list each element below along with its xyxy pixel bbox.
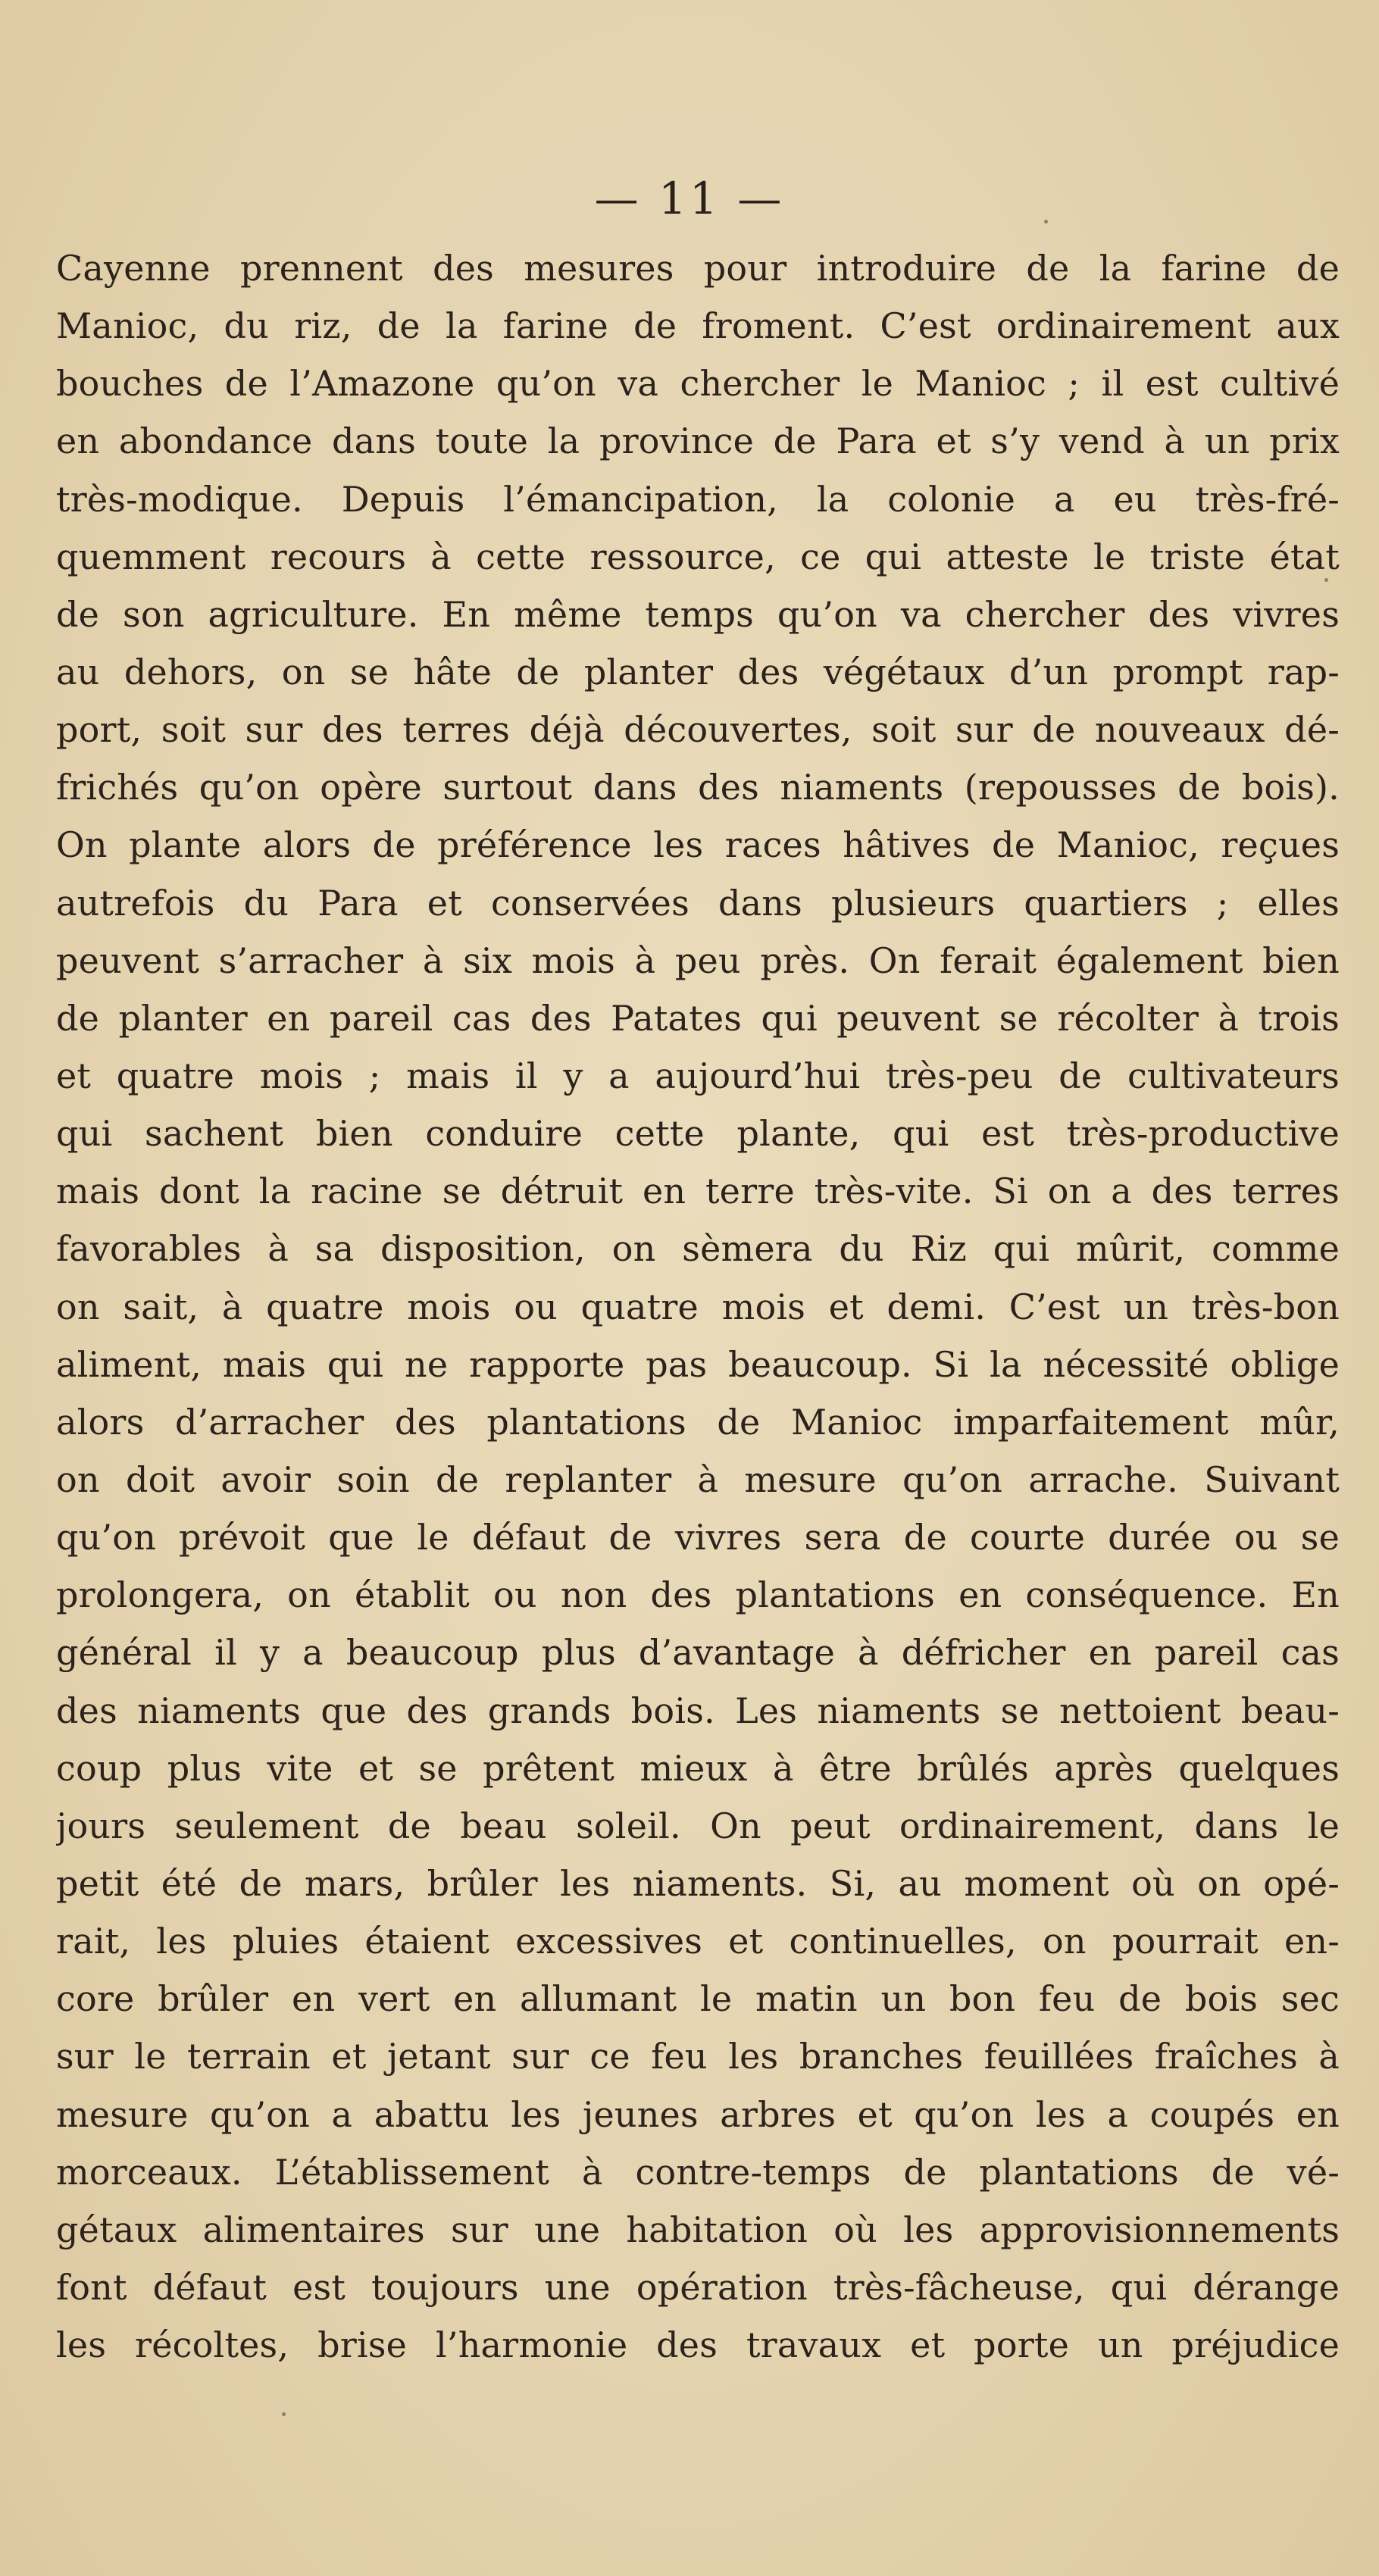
- text-line: de son agriculture. En même temps qu’on va chercher des vivres: [56, 593, 1340, 635]
- text-line: quemment recours à cette ressource, ce qui atteste le triste état: [56, 536, 1340, 577]
- page-number: — 11 —: [594, 173, 785, 224]
- text-line: au dehors, on se hâte de planter des végétaux d’un prompt rap-: [56, 651, 1340, 692]
- text-line: qu’on prévoit que le défaut de vivres sera de courte durée ou se: [56, 1517, 1340, 1558]
- text-line: port, soit sur des terres déjà découvertes, soit sur de nouveaux dé-: [56, 709, 1340, 751]
- text-line: font défaut est toujours une opération très-fâcheuse, qui dérange: [56, 2266, 1340, 2308]
- text-line: Cayenne prennent des mesures pour introduire de la farine de: [56, 248, 1340, 289]
- text-line: core brûler en vert en allumant le matin un bon feu de bois sec: [56, 1978, 1340, 2020]
- text-line: Manioc, du riz, de la farine de froment. C’est ordinairement aux: [56, 305, 1340, 347]
- paper-speck: [282, 2412, 286, 2416]
- text-line: frichés qu’on opère surtout dans des niaments (repousses de bois).: [56, 767, 1340, 808]
- text-line: alors d’arracher des plantations de Manioc imparfaitement mûr,: [56, 1401, 1340, 1443]
- text-line: bouches de l’Amazone qu’on va chercher le Manioc ; il est cultivé: [56, 363, 1340, 405]
- text-line: qui sachent bien conduire cette plante, qui est très-productive: [56, 1113, 1340, 1155]
- text-line: on doit avoir soin de replanter à mesure qu’on arrache. Suivant: [56, 1458, 1340, 1500]
- text-line: sur le terrain et jetant sur ce feu les branches feuillées fraîches à: [56, 2036, 1340, 2077]
- text-line: favorables à sa disposition, on sèmera du Riz qui mûrit, comme: [56, 1228, 1340, 1270]
- text-line: de planter en pareil cas des Patates qui peuvent se récolter à trois: [56, 997, 1340, 1039]
- text-line: aliment, mais qui ne rapporte pas beaucoup. Si la nécessité oblige: [56, 1343, 1340, 1385]
- text-line: On plante alors de préférence les races hâtives de Manioc, reçues: [56, 824, 1340, 866]
- text-line: autrefois du Para et conservées dans plusieurs quartiers ; elles: [56, 882, 1340, 924]
- text-line: jours seulement de beau soleil. On peut ordinairement, dans le: [56, 1805, 1340, 1846]
- text-line: gétaux alimentaires sur une habitation où les approvisionnements: [56, 2209, 1340, 2250]
- text-line: prolongera, on établit ou non des plantations en conséquence. En: [56, 1574, 1340, 1616]
- text-line: très-modique. Depuis l’émancipation, la colonie a eu très-fré-: [56, 478, 1340, 520]
- text-line: on sait, à quatre mois ou quatre mois et demi. C’est un très-bon: [56, 1286, 1340, 1327]
- text-line: les récoltes, brise l’harmonie des travaux et porte un préjudice: [56, 2324, 1340, 2366]
- text-line: mais dont la racine se détruit en terre très-vite. Si on a des terres: [56, 1171, 1340, 1212]
- text-line: mesure qu’on a abattu les jeunes arbres et qu’on les a coupés en: [56, 2093, 1340, 2135]
- text-line: morceaux. L’établissement à contre-temps de plantations de vé-: [56, 2151, 1340, 2193]
- text-line: coup plus vite et se prêtent mieux à être brûlés après quelques: [56, 1747, 1340, 1789]
- text-line: général il y a beaucoup plus d’avantage à défricher en pareil cas: [56, 1632, 1340, 1674]
- text-line: et quatre mois ; mais il y a aujourd’hui très-peu de cultivateurs: [56, 1055, 1340, 1096]
- text-line: en abondance dans toute la province de Para et s’y vend à un prix: [56, 420, 1340, 462]
- text-line: des niaments que des grands bois. Les niaments se nettoient beau-: [56, 1690, 1340, 1731]
- body-text: [56, 239, 1340, 2374]
- text-line: rait, les pluies étaient excessives et continuelles, on pourrait en-: [56, 1921, 1340, 1962]
- text-line: petit été de mars, brûler les niaments. Si, au moment où on opé-: [56, 1862, 1340, 1904]
- paper-speck: [1044, 220, 1048, 224]
- text-line: peuvent s’arracher à six mois à peu près. On ferait également bien: [56, 939, 1340, 981]
- paper-speck: [1324, 578, 1328, 582]
